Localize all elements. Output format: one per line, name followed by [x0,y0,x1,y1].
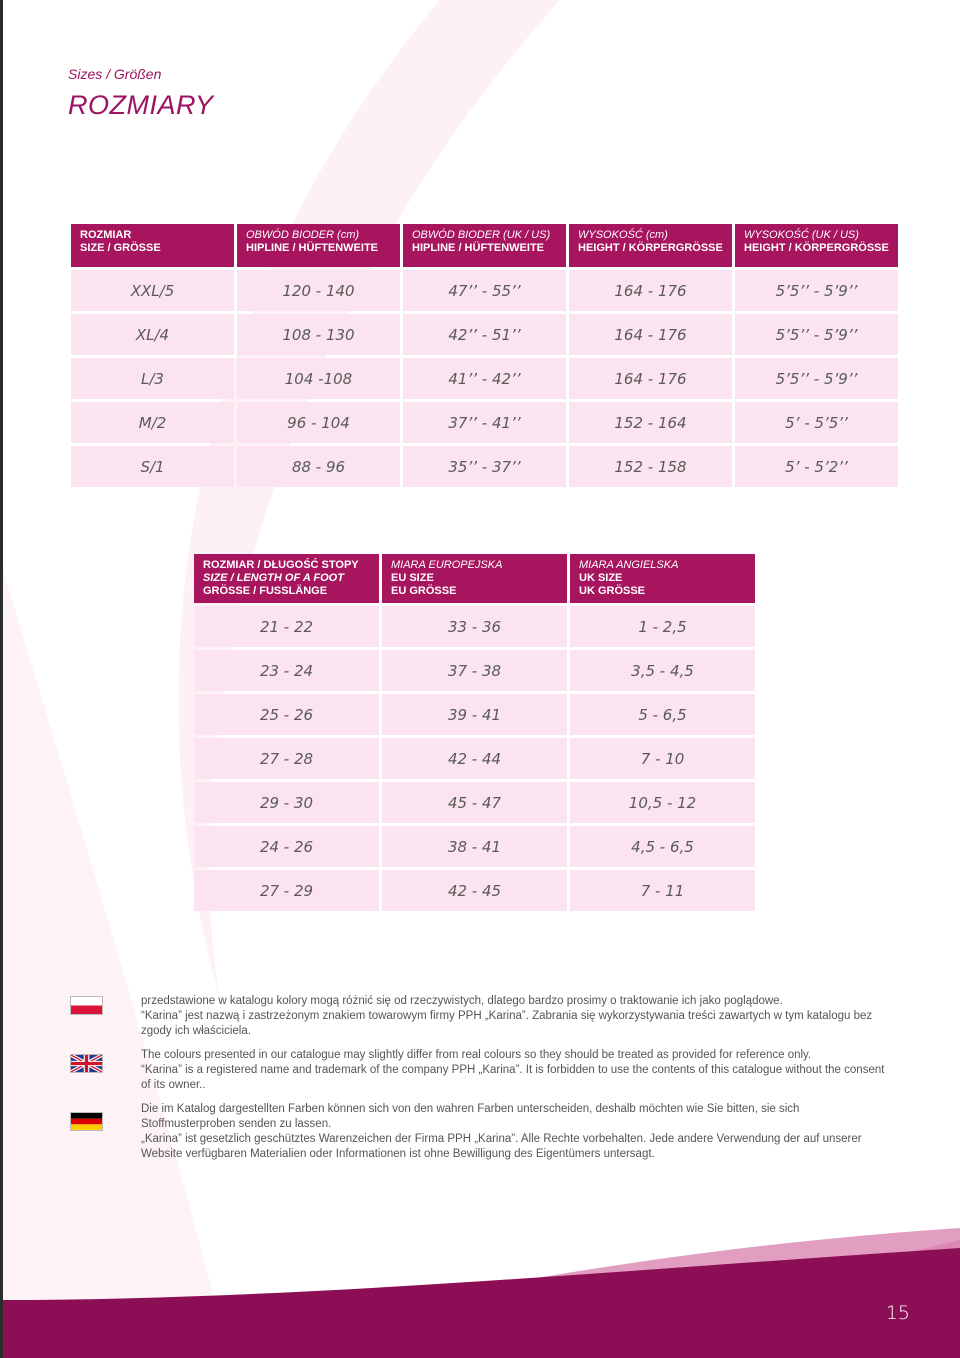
foot-table-header: MIARA ANGIELSKA UK SIZE UK GRÖSSE [570,554,755,603]
table-cell: 33 - 36 [382,606,567,647]
table-cell: 23 - 24 [194,650,379,691]
table-cell: 27 - 29 [194,870,379,911]
table-cell: 5’5’’ - 5’9’’ [735,270,898,311]
table-row [194,826,755,867]
table-row [194,738,755,779]
note-text: The colours presented in our catalogue may slightly differ from real colours so they should be treated as provided for reference only. [141,1049,812,1061]
note-text: przedstawione w katalogu kolory mogą różnić się od rzeczywistych, dlatego bardzo prosimy o traktowanie ich jako poglądowe. [141,995,783,1007]
table-row [194,694,755,735]
table-cell: 42’’ - 51’’ [403,314,566,355]
table-cell: 152 - 158 [569,446,732,487]
table-cell: 120 - 140 [237,270,400,311]
table-cell: 41’’ - 42’’ [403,358,566,399]
table-cell: 38 - 41 [382,826,567,867]
table-row [71,446,898,487]
page-subtitle: Sizes / Größen [68,66,162,82]
table-cell: 1 - 2,5 [570,606,755,647]
table-cell: 5’ - 5’2’’ [735,446,898,487]
table-cell: 45 - 47 [382,782,567,823]
table-cell: 27 - 28 [194,738,379,779]
disclaimer-notes [141,994,893,1171]
table-row [71,402,898,443]
size-table [68,221,901,490]
size-table-header: OBWÓD BIODER (UK / US) HIPLINE / HÜFTENWEITE [403,224,566,267]
table-cell: 35’’ - 37’’ [403,446,566,487]
note-text: “Karina” jest nazwą i zastrzeżonym znakiem towarowym firmy PPH „Karina”. Zabrania się wykorzystywania treści zawartych w tym katalogu bez zgody ich właściciela. [141,1010,873,1037]
table-cell: 164 - 176 [569,358,732,399]
table-row [71,358,898,399]
page-title: ROZMIARY [68,90,214,120]
page-edge [0,0,3,1358]
table-cell: 5’ - 5’5’’ [735,402,898,443]
table-cell: 5’5’’ - 5’9’’ [735,358,898,399]
table-row [71,270,898,311]
notes-english [141,1048,893,1093]
foot-size-table [191,551,758,914]
table-cell: 164 - 176 [569,314,732,355]
notes-polish [141,994,893,1039]
table-cell: XXL/5 [71,270,234,311]
table-cell: M/2 [71,402,234,443]
page-number: 15 [885,1302,910,1324]
note-text: Die im Katalog dargestellten Farben können sich von den wahren Farben unterscheiden, deshalb möchten wie Sie bitten, sie sich Stoffmusterproben senden zu lassen. [141,1103,800,1130]
table-row [194,782,755,823]
table-cell: XL/4 [71,314,234,355]
table-cell: 37 - 38 [382,650,567,691]
table-cell: 108 - 130 [237,314,400,355]
table-cell: 47’’ - 55’’ [403,270,566,311]
table-cell: 7 - 10 [570,738,755,779]
table-cell: 3,5 - 4,5 [570,650,755,691]
table-cell: 88 - 96 [237,446,400,487]
table-cell: 96 - 104 [237,402,400,443]
table-cell: 4,5 - 6,5 [570,826,755,867]
table-cell: 42 - 45 [382,870,567,911]
uk-flag-icon [70,1054,103,1073]
table-cell: 152 - 164 [569,402,732,443]
table-row [194,606,755,647]
size-table-header: WYSOKOŚĆ (UK / US) HEIGHT / KÖRPERGRÖSSE [735,224,898,267]
table-cell: 164 - 176 [569,270,732,311]
germany-flag-icon [70,1112,103,1131]
table-cell: 21 - 22 [194,606,379,647]
foot-table-header: MIARA EUROPEJSKA EU SIZE EU GRÖSSE [382,554,567,603]
table-row [71,314,898,355]
size-table-header: ROZMIAR SIZE / GRÖSSE [71,224,234,267]
table-row [194,870,755,911]
note-text: “Karina” is a registered name and trademark of the company PPH „Karina”. It is forbidden to use the contents of this catalogue without the consent of its owner.. [141,1064,885,1091]
table-cell: 5’5’’ - 5’9’’ [735,314,898,355]
size-table-header: OBWÓD BIODER (cm) HIPLINE / HÜFTENWEITE [237,224,400,267]
table-cell: S/1 [71,446,234,487]
notes-german [141,1102,893,1162]
table-cell: 10,5 - 12 [570,782,755,823]
table-cell: 39 - 41 [382,694,567,735]
table-cell: 104 -108 [237,358,400,399]
table-cell: 37’’ - 41’’ [403,402,566,443]
table-cell: 25 - 26 [194,694,379,735]
foot-table-header: ROZMIAR / DŁUGOŚĆ STOPY SIZE / LENGTH OF A FOOT GRÖSSE / FUSSLÄNGE [194,554,379,603]
table-cell: 5 - 6,5 [570,694,755,735]
poland-flag-icon [70,996,103,1015]
table-cell: 24 - 26 [194,826,379,867]
table-row [194,650,755,691]
table-cell: L/3 [71,358,234,399]
note-text: „Karina” ist gesetzlich geschütztes Warenzeichen der Firma PPH „Karina”. Alle Rechte vorbehalten. Jede andere Verwendung der auf unserer Website verfügbaren Materialien oder Informationen ist ohne Bewilligung des Eigentümers untersagt. [141,1133,862,1160]
table-cell: 42 - 44 [382,738,567,779]
table-cell: 7 - 11 [570,870,755,911]
size-table-header: WYSOKOŚĆ (cm) HEIGHT / KÖRPERGRÖSSE [569,224,732,267]
table-cell: 29 - 30 [194,782,379,823]
